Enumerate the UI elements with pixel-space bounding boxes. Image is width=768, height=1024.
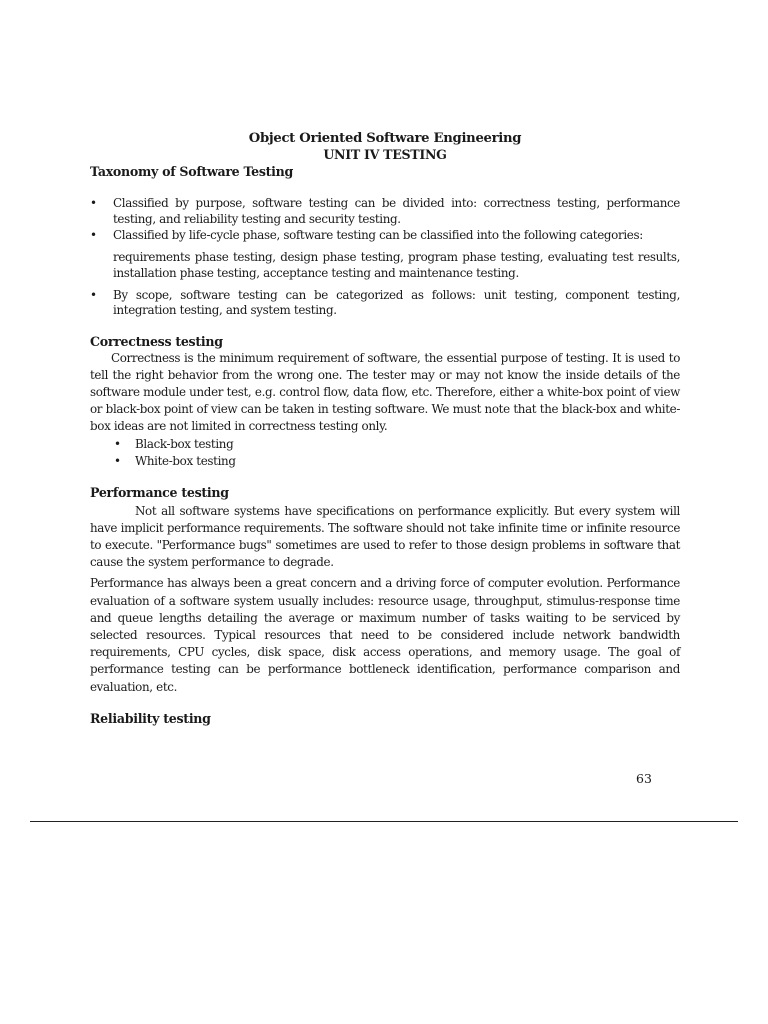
correctness-heading: Correctness testing (90, 333, 223, 349)
taxonomy-heading: Taxonomy of Software Testing (90, 164, 293, 179)
bullet-icon: • (90, 196, 97, 210)
page-divider (30, 821, 738, 822)
correctness-list (90, 436, 680, 470)
list-item-text: Classified by life-cycle phase, software testing can be classified into the following categories: (113, 228, 643, 242)
taxonomy-bullet-list-scope (90, 288, 680, 319)
page-content (90, 130, 680, 727)
bullet-icon: • (90, 228, 97, 242)
performance-paragraph-2: Performance has always been a great concern and a driving force of computer evolution. Performance evaluation of a software system usually includes: resource usage, throughput, stimulus-response time and queue lengths detailing the average or maximum number of tasks waiting to be serviced by selected resources. Typical resources that need to be considered include network bandwidth requirements, CPU cycles, disk space, disk access operations, and memory usage. The goal of performance testing can be performance bottleneck identification, performance comparison and evaluation, etc. (90, 576, 680, 694)
list-item-text: Black-box testing (135, 436, 234, 451)
list-item (114, 453, 680, 470)
performance-paragraph-1: Not all software systems have specifications on performance explicitly. But every system will have implicit performance requirements. The software should not take infinite time or infinite resource to execute. "Performance bugs" sometimes are used to refer to those design problems in software that cause the system performance to degrade. (90, 503, 680, 570)
list-item (114, 436, 680, 453)
taxonomy-bullet-list (90, 196, 680, 244)
list-item-text: By scope, software testing can be categorized as follows: unit testing, component testing, integration testing, and system testing. (113, 287, 680, 317)
correctness-paragraph: Correctness is the minimum requirement of software, the essential purpose of testing. It is used to tell the right behavior from the wrong one. The tester may or may not know the inside details of the software module under test, e.g. control flow, data flow, etc. Therefore, either a white-box point of view or black-box point of view can be taken in testing software. We must note that the black-box and white-box ideas are not limited in correctness testing only. (90, 350, 680, 434)
bullet-icon: • (90, 287, 97, 302)
document-title: Object Oriented Software Engineering (248, 131, 522, 146)
list-item-text: White-box testing (135, 453, 236, 468)
list-item (90, 228, 680, 244)
page-number: 63 (636, 771, 652, 786)
unit-title: UNIT IV TESTING (323, 147, 447, 162)
bullet-icon: • (114, 436, 121, 451)
lifecycle-categories: requirements phase testing, design phase testing, program phase testing, evaluating test results, installation phase testing, acceptance testing and maintenance testing. (113, 249, 680, 280)
bullet-icon: • (114, 453, 121, 468)
reliability-heading: Reliability testing (90, 710, 211, 726)
list-item (90, 288, 680, 319)
list-item (90, 196, 680, 227)
performance-heading: Performance testing (90, 484, 229, 500)
list-item-text: Classified by purpose, software testing can be divided into: correctness testing, performance testing, and reliability testing and security testing. (113, 196, 680, 226)
